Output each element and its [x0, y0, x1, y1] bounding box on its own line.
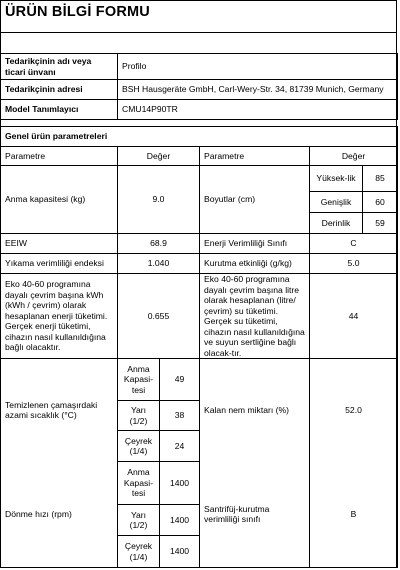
- col-param-right: Parametre: [200, 147, 310, 166]
- temp-rated-label: Anma Kapasi-tesi: [118, 359, 160, 401]
- spin-class-value: B: [310, 462, 398, 568]
- height-label: Yüksek-lik: [310, 166, 363, 192]
- energy-class-value: C: [310, 234, 398, 254]
- temp-quarter-label: Çeyrek (1/4): [118, 431, 160, 462]
- rinse-value: 5.0: [310, 254, 398, 274]
- depth-value: 59: [363, 213, 398, 234]
- moisture-label: Kalan nem miktarı (%): [200, 359, 310, 462]
- col-value-right: Değer: [310, 147, 398, 166]
- form-title: ÜRÜN BİLGİ FORMU: [5, 4, 150, 20]
- temp-quarter-value: 24: [160, 431, 200, 462]
- temp-rated-value: 49: [160, 359, 200, 401]
- eeiw-label: EEIW: [1, 234, 118, 254]
- col-value-left: Değer: [118, 147, 200, 166]
- spin-speed-label: Dönme hızı (rpm): [1, 462, 118, 568]
- depth-label: Derinlik: [310, 213, 363, 234]
- general-parameters-table: [0, 126, 398, 568]
- supplier-address-value: BSH Hausgeräte GmbH, Carl-Wery-Str. 34, 81739 Munich, Germany: [118, 80, 398, 100]
- spin-half-label: Yarı (1/2): [118, 505, 160, 536]
- col-param-left: Parametre: [1, 147, 118, 166]
- width-label: Genişlik: [310, 192, 363, 213]
- model-label: Model Tanımlayıcı: [1, 100, 118, 120]
- supplier-name-value: Profilo: [118, 54, 398, 80]
- spin-class-label: Santrifüj-kurutma verimliliği sınıfı: [200, 462, 310, 568]
- dimensions-label: Boyutlar (cm): [200, 166, 310, 234]
- rinse-label: Kurutma etkinliği (g/kg): [200, 254, 310, 274]
- temp-half-label: Yarı (1/2): [118, 401, 160, 431]
- energy-consumption-label: Eko 40-60 programına dayalı çevrim başına kWh (kWh / çevrim) olarak hesaplanan enerji tüketimi. Gerçek enerji tüketimi, cihazın nasıl kullanıldığına bağlı olacaktır.: [1, 274, 118, 359]
- spin-quarter-value: 1400: [160, 536, 200, 568]
- spin-quarter-label: Çeyrek (1/4): [118, 536, 160, 568]
- wash-index-label: Yıkama verimliliği endeksi: [1, 254, 118, 274]
- height-value: 85: [363, 166, 398, 192]
- spin-rated-label: Anma Kapasi-tesi: [118, 462, 160, 505]
- model-value: CMU14P90TR: [118, 100, 398, 120]
- energy-class-label: Enerji Verimliliği Sınıfı: [200, 234, 310, 254]
- spin-rated-value: 1400: [160, 462, 200, 505]
- general-heading: Genel ürün parametreleri: [1, 127, 398, 147]
- title-divider: [0, 32, 397, 33]
- temperature-label: Temizlenen çamaşırdaki azami sıcaklık (°C): [1, 359, 118, 462]
- water-consumption-label: Eko 40-60 programına dayalı çevrim başına litre olarak hesaplanan (litre/çevrim) su tüketimi. Gerçek su tüketimi, cihazın nasıl kullanıldığına ve suyun sertliğine bağlı olacak-tır.: [200, 274, 310, 359]
- temp-half-value: 38: [160, 401, 200, 431]
- eeiw-value: 68.9: [118, 234, 200, 254]
- supplier-name-label: Tedarikçinin adı veya ticari ünvanı: [1, 54, 118, 80]
- capacity-label: Anma kapasitesi (kg): [1, 166, 118, 234]
- water-consumption-value: 44: [310, 274, 398, 359]
- spin-half-value: 1400: [160, 505, 200, 536]
- wash-index-value: 1.040: [118, 254, 200, 274]
- capacity-value: 9.0: [118, 166, 200, 234]
- width-value: 60: [363, 192, 398, 213]
- energy-consumption-value: 0.655: [118, 274, 200, 359]
- supplier-table: [0, 53, 398, 120]
- moisture-value: 52.0: [310, 359, 398, 462]
- supplier-address-label: Tedarikçinin adresi: [1, 80, 118, 100]
